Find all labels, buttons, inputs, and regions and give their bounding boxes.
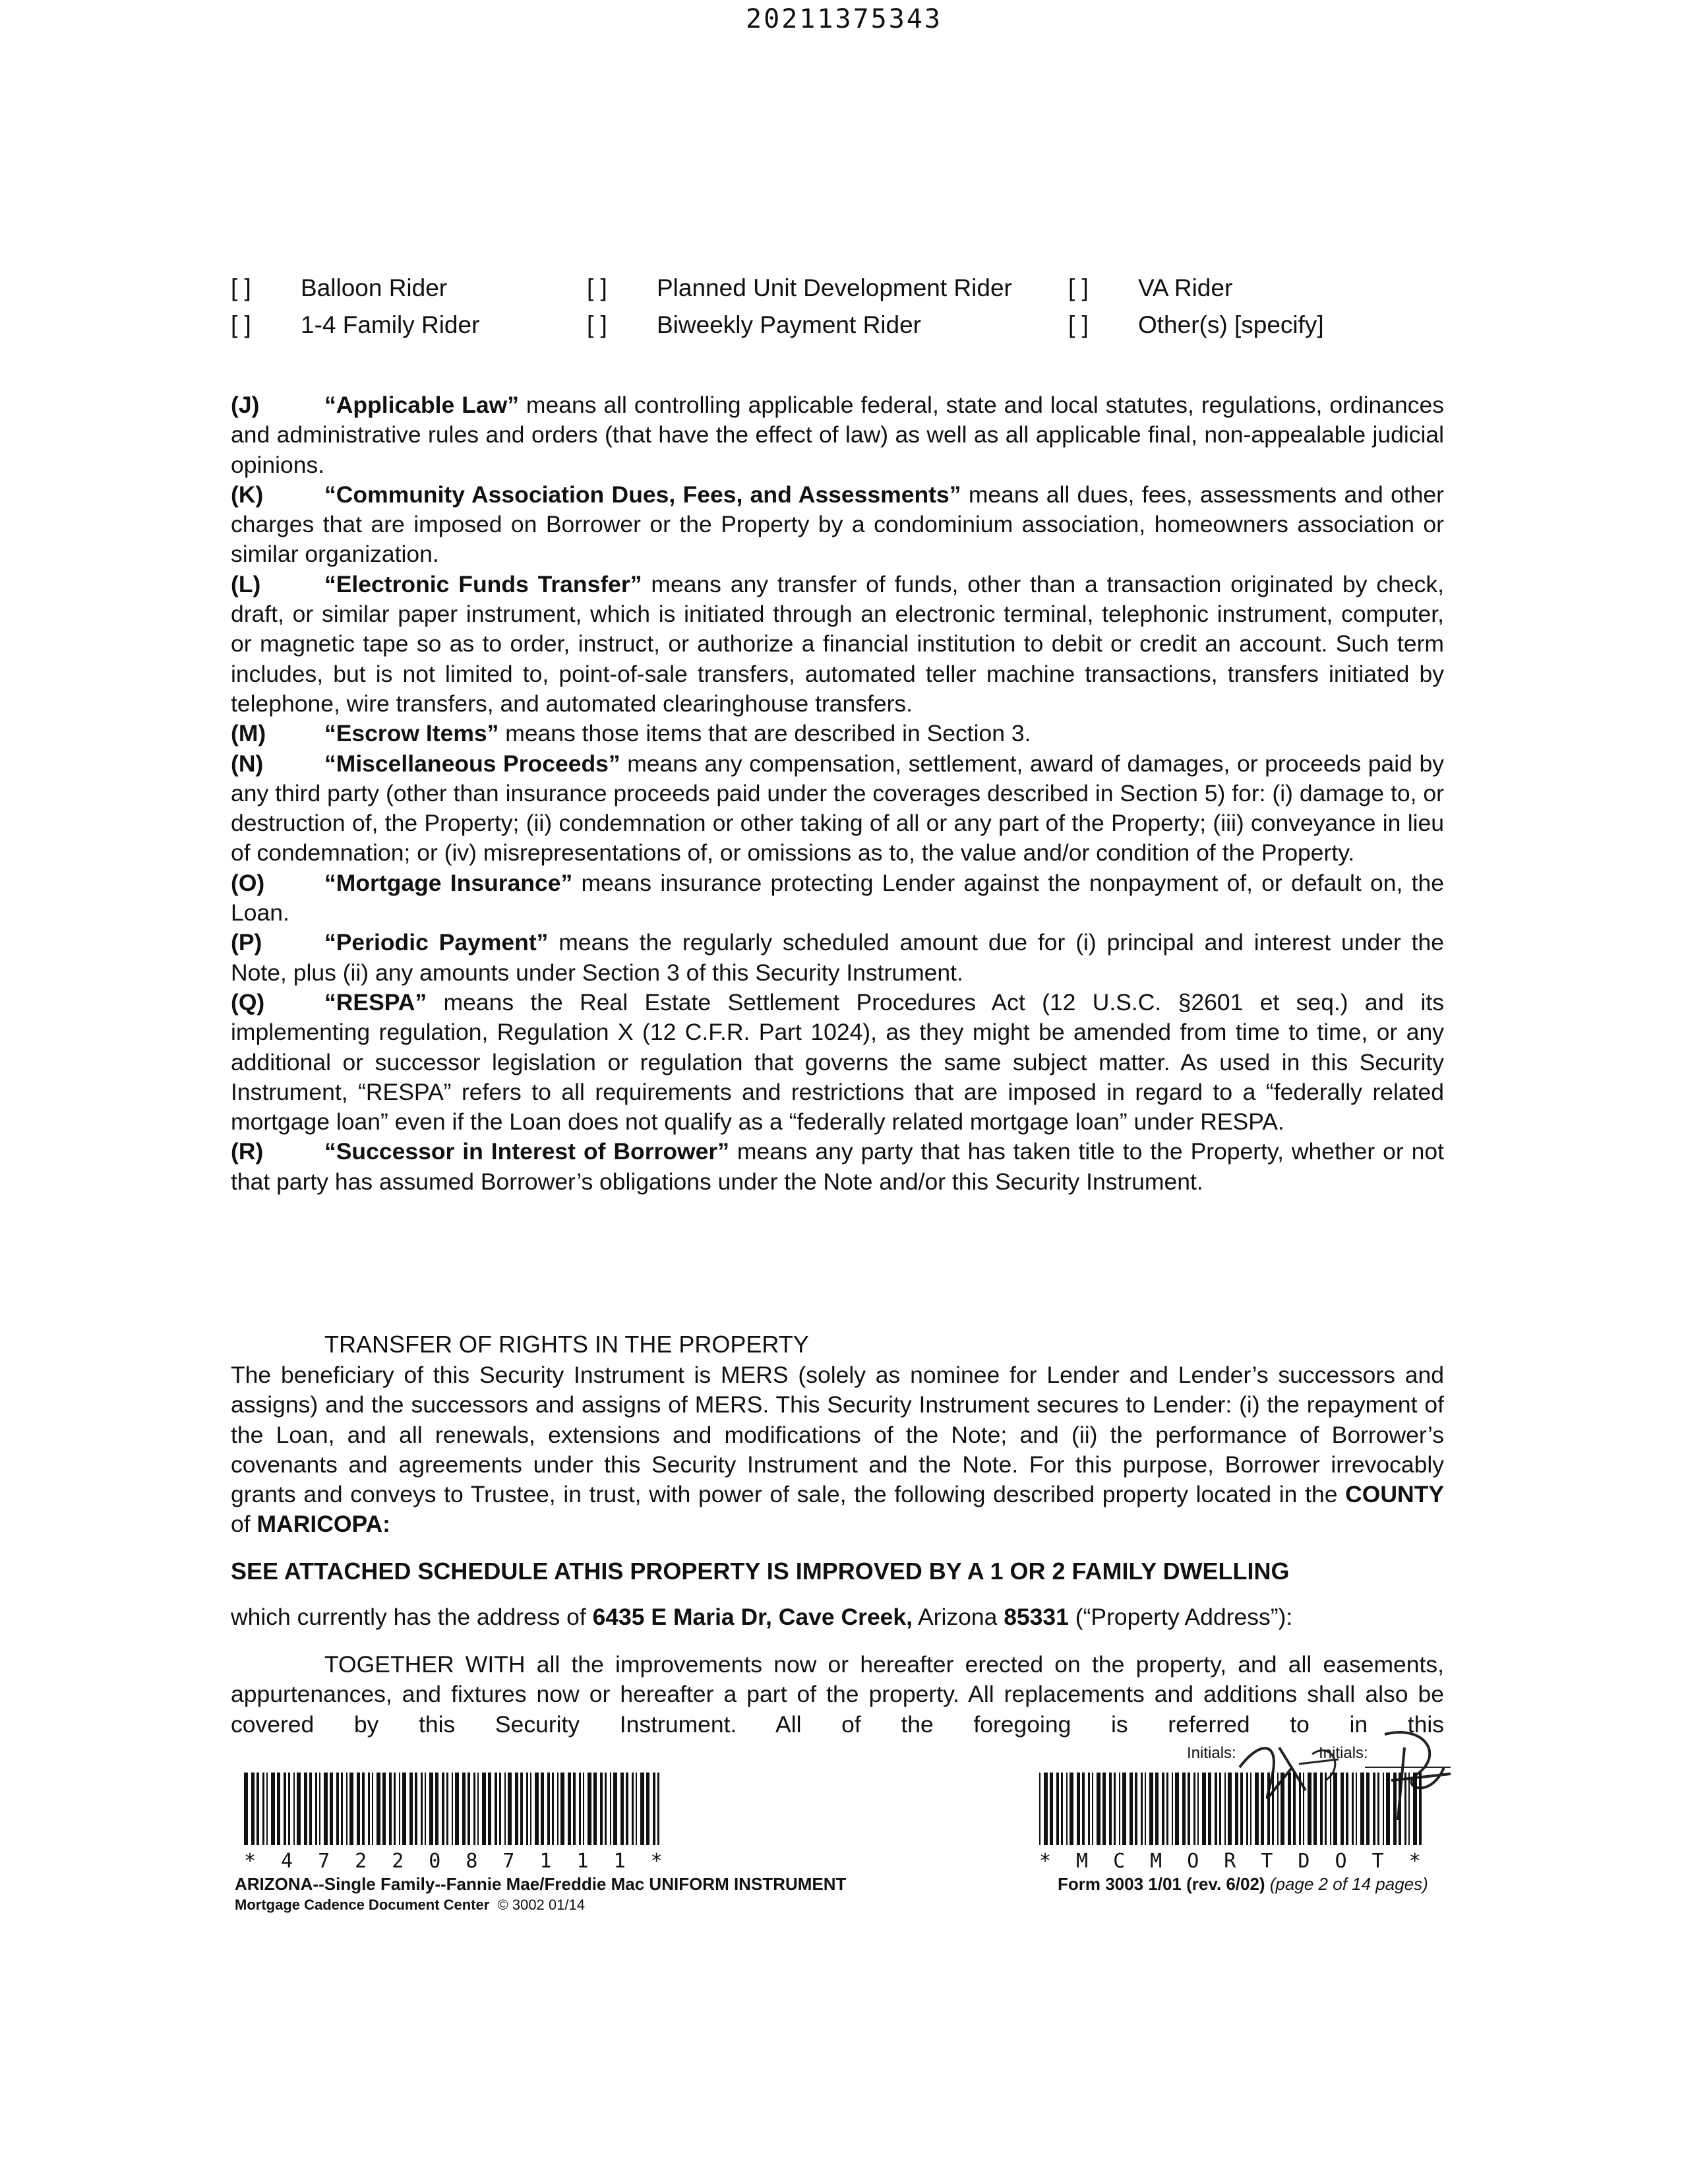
barcode-bar: [632, 1773, 634, 1845]
checkbox[interactable]: [ ]: [1068, 274, 1089, 301]
transfer-of: of: [231, 1511, 257, 1538]
barcode-bar: [593, 1773, 597, 1845]
barcode-bar: [653, 1773, 655, 1845]
barcode-bar: [349, 1773, 353, 1845]
footer-page-count: (page 2 of 14 pages): [1269, 1874, 1428, 1894]
definition-escrow-items: [231, 719, 1444, 748]
barcode-bar: [1135, 1773, 1137, 1845]
barcode-bar: [499, 1773, 501, 1845]
barcode-bar: [1325, 1773, 1327, 1845]
barcode-bar: [541, 1773, 544, 1845]
definition-successor-in-interest: [231, 1137, 1444, 1197]
rider-1-4-family: [231, 311, 479, 339]
barcode-bar: [573, 1773, 576, 1845]
together-paragraph: [231, 1650, 1444, 1740]
barcode-loan-bars-icon: [244, 1773, 659, 1845]
barcode-bar: [399, 1773, 400, 1845]
checkbox[interactable]: [ ]: [231, 311, 251, 338]
barcode-bar: [515, 1773, 518, 1845]
rider-other: [1068, 311, 1324, 339]
barcode-bar: [288, 1773, 290, 1845]
checkbox[interactable]: [ ]: [587, 311, 607, 338]
barcode-bar: [1228, 1773, 1232, 1845]
barcode-bar: [1039, 1773, 1040, 1845]
address-line: [231, 1604, 1292, 1631]
barcode-bar: [1360, 1773, 1364, 1845]
barcode-bar: [520, 1773, 523, 1845]
footer-copyright: © 3002 01/14: [497, 1896, 585, 1913]
barcode-bar: [583, 1773, 584, 1845]
barcode-bar: [1172, 1773, 1173, 1845]
barcode-bar: [382, 1773, 386, 1845]
barcode-bar: [605, 1773, 607, 1845]
checkbox[interactable]: [ ]: [587, 274, 607, 301]
footer-form-number: Form 3003 1/01 (rev. 6/02): [1058, 1874, 1265, 1894]
address-prefix: which currently has the address of: [231, 1604, 593, 1630]
barcode-bar: [1102, 1773, 1106, 1845]
barcode-bar: [1119, 1773, 1120, 1845]
rider-label: Other(s) [specify]: [1138, 311, 1324, 338]
barcode-bar: [557, 1773, 558, 1845]
barcode-bar: [1240, 1773, 1243, 1845]
barcode-bar: [552, 1773, 554, 1845]
barcode-bar: [1219, 1773, 1221, 1845]
definition-text: means the Real Estate Settlement Procedures Act (12 U.S.C. §2601 et seq.) and its implementing regulation, Regulation X (12 C.F.R. Part 1024), as they might be amended from time to time, or any additional or successor legislation or regulation that governs the same subject matter. As used in this Security Instrument, “RESPA” refers to all requirements and restrictions that are imposed in regard to a “federally related mortgage loan” even if the Loan does not qualify as a “federally related mortgage loan” under RESPA.: [231, 988, 1444, 1136]
barcode-bar: [1299, 1773, 1301, 1845]
transfer-paragraph: [231, 1360, 1444, 1540]
barcode-bar: [1097, 1773, 1100, 1845]
barcode-bar: [1202, 1773, 1206, 1845]
barcode-bar: [488, 1773, 491, 1845]
barcode-bar: [1288, 1773, 1291, 1845]
barcode-bar: [610, 1773, 611, 1845]
address-suffix: (“Property Address”):: [1068, 1604, 1293, 1630]
definition-misc-proceeds: [231, 749, 1444, 868]
barcode-bar: [473, 1773, 475, 1845]
checkbox[interactable]: [ ]: [1068, 311, 1089, 338]
definition-term: “Mortgage Insurance”: [324, 869, 573, 896]
barcode-bar: [495, 1773, 497, 1845]
together-text: TOGETHER WITH all the improvements now or hereafter erected on the property, and all easements, appurtenances, and fixtures now or hereafter a part of the property. All replacements and additions shall also be covered by this Security Instrument. All of the foregoing is referred to in this: [231, 1651, 1444, 1738]
barcode-bar: [435, 1773, 438, 1845]
barcode-bar: [1352, 1773, 1354, 1845]
definition-term: “Applicable Law”: [324, 392, 519, 418]
definition-letter: (L): [231, 570, 261, 597]
barcode-bar: [1393, 1773, 1397, 1845]
rider-label: Balloon Rider: [301, 274, 448, 301]
barcode-bar: [1130, 1773, 1133, 1845]
schedule-line: SEE ATTACHED SCHEDULE ATHIS PROPERTY IS IMPROVED BY A 1 OR 2 FAMILY DWELLING: [231, 1558, 1290, 1585]
barcode-bar: [588, 1773, 591, 1845]
barcode-bar: [324, 1773, 328, 1845]
barcode-bar: [1356, 1773, 1357, 1845]
definition-text: means any party that has taken title to the Property, whether or not that party has assumed Borrower’s obligations under the Note and/or this Security Instrument.: [231, 1138, 1444, 1195]
definition-text: means all controlling applicable federal, state and local statutes, regulations, ordinances and administrative rules and orders (that have the effect of law) as well as all applicable final, non-appealable judicial opinions.: [231, 392, 1444, 478]
barcode-bar: [477, 1773, 479, 1845]
barcode-bar: [319, 1773, 320, 1845]
definition-text: means any transfer of funds, other than a transaction originated by check, draft, or similar paper instrument, which is initiated through an electronic terminal, telephonic instrument, computer, or magnetic tape so as to order, instruct, or authorize a financial institution to debit or credit an account. Such term includes, but is not limited to, point-of-sale transfers, automated teller machine transactions, transfers initiated by telephone, wire transfers, and automated clearinghouse transfers.: [231, 570, 1444, 717]
barcode-bar: [309, 1773, 312, 1845]
barcode-bar: [1215, 1773, 1217, 1845]
definition-mortgage-insurance: [231, 868, 1444, 928]
definition-term: “Successor in Interest of Borrower”: [324, 1138, 729, 1165]
barcode-bar: [1077, 1773, 1080, 1845]
barcode-bar: [568, 1773, 571, 1845]
barcode-bar: [1250, 1773, 1251, 1845]
barcode-bar: [336, 1773, 339, 1845]
barcode-bar: [535, 1773, 539, 1845]
barcode-bar: [467, 1773, 470, 1845]
barcode-bar: [1308, 1773, 1311, 1845]
county-label: COUNTY: [1345, 1481, 1444, 1508]
barcode-bar: [1404, 1773, 1406, 1845]
barcode-bar: [560, 1773, 564, 1845]
barcode-bar: [1333, 1773, 1337, 1845]
rider-label: Biweekly Payment Rider: [657, 311, 921, 338]
barcode-bar: [1346, 1773, 1348, 1845]
barcode-bar: [1149, 1773, 1153, 1845]
definition-term: “Miscellaneous Proceeds”: [324, 750, 620, 777]
barcode-bar: [1408, 1773, 1410, 1845]
barcode-bar: [547, 1773, 550, 1845]
barcode-bar: [462, 1773, 466, 1845]
definition-periodic-payment: [231, 928, 1444, 988]
footer-form-info: [1058, 1874, 1428, 1895]
rider-label: VA Rider: [1138, 274, 1233, 301]
barcode-bar: [1162, 1773, 1164, 1845]
barcode-bar: [636, 1773, 637, 1845]
barcode-bar: [530, 1773, 531, 1845]
barcode-bar: [1293, 1773, 1296, 1845]
barcode-bar: [415, 1773, 417, 1845]
footer-instrument-title: ARIZONA--Single Family--Fannie Mae/Freddie Mac UNIFORM INSTRUMENT: [235, 1874, 847, 1894]
barcode-bar: [1092, 1773, 1093, 1845]
barcode-bar: [446, 1773, 448, 1845]
transfer-heading: TRANSFER OF RIGHTS IN THE PROPERTY: [324, 1331, 809, 1358]
barcode-bar: [1383, 1773, 1384, 1845]
barcode-loan-caption: *4722087111*: [244, 1850, 688, 1873]
definition-text: means any compensation, settlement, award of damages, or proceeds paid by any third party (other than insurance proceeds paid under the coverages described in Section 5) for: (i) damage to, or destruction of, the Property; (ii) condemnation or other taking of all or any part of the Property; (iii) conveyance in lieu of condemnation; or (iv) misrepresentations of, or omissions as to, the value and/or condition of the Property.: [231, 750, 1444, 866]
barcode-bar: [1366, 1773, 1370, 1845]
barcode-bar: [1399, 1773, 1401, 1845]
rider-va: [1068, 274, 1232, 302]
barcode-bar: [389, 1773, 392, 1845]
definition-respa: [231, 988, 1444, 1137]
barcode-bar: [613, 1773, 617, 1845]
barcode-bar: [620, 1773, 624, 1845]
barcode-bar: [1246, 1773, 1248, 1845]
transfer-text: The beneficiary of this Security Instrument is MERS (solely as nominee for Lender and Lender’s successors and assigns) and the successors and assigns of MERS. This Security Instrument secures to Lender: (i) the repayment of the Loan, and all renewals, extensions and modifications of the Note; and (ii) the performance of Borrower’s covenants and agreements under this Security Instrument and the Note. For this purpose, Borrower irrevocably grants and conveys to Trustee, in trust, with power of sale, the following described property located in the: [231, 1362, 1444, 1508]
checkbox[interactable]: [ ]: [231, 274, 251, 301]
definition-letter: (R): [231, 1138, 264, 1165]
footer-doc-center-name: Mortgage Cadence Document Center: [235, 1896, 490, 1913]
barcode-bar: [429, 1773, 433, 1845]
barcode-bar: [341, 1773, 343, 1845]
definition-letter: (M): [231, 720, 266, 747]
definition-applicable-law: [231, 390, 1444, 480]
barcode-bar: [1320, 1773, 1323, 1845]
barcode-form-bars-icon: [1039, 1773, 1422, 1845]
barcode-bar: [1330, 1773, 1331, 1845]
definition-text: means those items that are described in Section 3.: [498, 720, 1031, 747]
barcode-bar: [1267, 1773, 1270, 1845]
barcode-bar: [402, 1773, 406, 1845]
barcode-bar: [1155, 1773, 1159, 1845]
barcode-bar: [1070, 1773, 1073, 1845]
definition-letter: (O): [231, 869, 265, 896]
barcode-bar: [256, 1773, 259, 1845]
transfer-colon: :: [382, 1511, 390, 1538]
barcode-bar: [640, 1773, 644, 1845]
barcode-bar: [1166, 1773, 1168, 1845]
barcode-bar: [377, 1773, 380, 1845]
barcode-bar: [1082, 1773, 1085, 1845]
barcode-bar: [508, 1773, 512, 1845]
definition-eft: [231, 570, 1444, 719]
barcode-bar: [1261, 1773, 1264, 1845]
definition-term: “Community Association Dues, Fees, and Assessments”: [324, 481, 961, 508]
barcode-bar: [1109, 1773, 1112, 1845]
barcode-bar: [1088, 1773, 1090, 1845]
address-state: Arizona: [913, 1604, 1004, 1630]
barcode-bar: [362, 1773, 365, 1845]
barcode-bar: [266, 1773, 268, 1845]
barcode-bar: [1341, 1773, 1344, 1845]
barcode-bar: [297, 1773, 301, 1845]
initials-label-1: Initials:: [1187, 1744, 1236, 1762]
barcode-bar: [409, 1773, 413, 1845]
barcode-bar: [372, 1773, 373, 1845]
barcode-bar: [626, 1773, 628, 1845]
barcode-bar: [262, 1773, 264, 1845]
barcode-bar: [425, 1773, 426, 1845]
barcode-bar: [1235, 1773, 1238, 1845]
barcode-bar: [504, 1773, 506, 1845]
barcode-bar: [526, 1773, 528, 1845]
barcode-bar: [442, 1773, 444, 1845]
definition-term: “Escrow Items”: [324, 720, 499, 747]
barcode-bar: [277, 1773, 280, 1845]
initials-label-2: Initials:: [1319, 1744, 1368, 1762]
barcode-bar: [1272, 1773, 1274, 1845]
barcode-bar: [1277, 1773, 1279, 1845]
barcode-bar: [1419, 1773, 1422, 1845]
barcode-bar: [1386, 1773, 1390, 1845]
definition-letter: (N): [231, 750, 264, 777]
barcode-bar: [1193, 1773, 1195, 1845]
definition-letter: (J): [231, 392, 260, 418]
barcode-bar: [600, 1773, 603, 1845]
rider-label: Planned Unit Development Rider: [657, 274, 1012, 301]
definition-text: means all dues, fees, assessments and other charges that are imposed on Borrower or the Property by a condominium association, homeowners association or similar organization.: [231, 481, 1444, 568]
rider-pud: [587, 274, 1012, 302]
barcode-bar: [251, 1773, 255, 1845]
barcode-loan: [244, 1773, 688, 1873]
barcode-bar: [1141, 1773, 1143, 1845]
barcode-bar: [1061, 1773, 1063, 1845]
barcode-bar: [1122, 1773, 1126, 1845]
barcode-bar: [1197, 1773, 1199, 1845]
definitions-section: [231, 390, 1444, 1197]
barcode-bar: [1224, 1773, 1226, 1845]
barcode-bar: [1044, 1773, 1048, 1845]
barcode-bar: [1050, 1773, 1053, 1845]
barcode-bar: [284, 1773, 286, 1845]
county-name: MARICOPA: [256, 1511, 383, 1538]
barcode-bar: [1056, 1773, 1059, 1845]
barcode-bar: [455, 1773, 459, 1845]
barcode-bar: [244, 1773, 248, 1845]
barcode-bar: [368, 1773, 370, 1845]
definition-term: “RESPA”: [324, 988, 427, 1016]
document-number: 20211375343: [746, 4, 942, 34]
rider-balloon: [231, 274, 447, 302]
barcode-bar: [1303, 1773, 1304, 1845]
barcode-bar: [452, 1773, 453, 1845]
barcode-bar: [1413, 1773, 1417, 1845]
barcode-bar: [330, 1773, 333, 1845]
barcode-bar: [579, 1773, 581, 1845]
definition-letter: (Q): [231, 988, 265, 1016]
barcode-bar: [657, 1773, 659, 1845]
definition-letter: (P): [231, 929, 262, 956]
footer-doc-center: [235, 1896, 585, 1914]
barcode-bar: [394, 1773, 396, 1845]
definition-text: means insurance protecting Lender against the nonpayment of, or default on, the Loan.: [231, 869, 1444, 926]
barcode-bar: [357, 1773, 360, 1845]
barcode-bar: [1145, 1773, 1146, 1845]
definition-text: means the regularly scheduled amount due for (i) principal and interest under the Note, plus (ii) any amounts under Section 3 of this Security Instrument.: [231, 929, 1444, 986]
rider-biweekly: [587, 311, 921, 339]
barcode-bar: [1208, 1773, 1211, 1845]
address-street-city: 6435 E Maria Dr, Cave Creek,: [592, 1604, 913, 1630]
barcode-form: [1039, 1773, 1446, 1873]
barcode-bar: [315, 1773, 317, 1845]
barcode-bar: [1281, 1773, 1284, 1845]
barcode-bar: [1373, 1773, 1375, 1845]
definition-letter: (K): [231, 481, 264, 508]
address-zip: 85331: [1004, 1604, 1069, 1630]
barcode-bar: [1188, 1773, 1190, 1845]
barcode-form-caption: *MCMORTDOT*: [1039, 1850, 1446, 1873]
barcode-bar: [482, 1773, 486, 1845]
barcode-bar: [1182, 1773, 1186, 1845]
barcode-bar: [293, 1773, 295, 1845]
barcode-bar: [1066, 1773, 1068, 1845]
barcode-bar: [346, 1773, 347, 1845]
barcode-bar: [646, 1773, 649, 1845]
barcode-bar: [421, 1773, 423, 1845]
definition-community-association: [231, 480, 1444, 570]
barcode-bar: [1255, 1773, 1259, 1845]
barcode-bar: [1377, 1773, 1379, 1845]
barcode-bar: [304, 1773, 307, 1845]
definition-term: “Periodic Payment”: [324, 929, 549, 956]
barcode-bar: [1175, 1773, 1179, 1845]
definition-term: “Electronic Funds Transfer”: [324, 570, 642, 597]
barcode-bar: [1313, 1773, 1317, 1845]
barcode-bar: [1114, 1773, 1116, 1845]
rider-label: 1-4 Family Rider: [301, 311, 480, 338]
barcode-bar: [271, 1773, 275, 1845]
